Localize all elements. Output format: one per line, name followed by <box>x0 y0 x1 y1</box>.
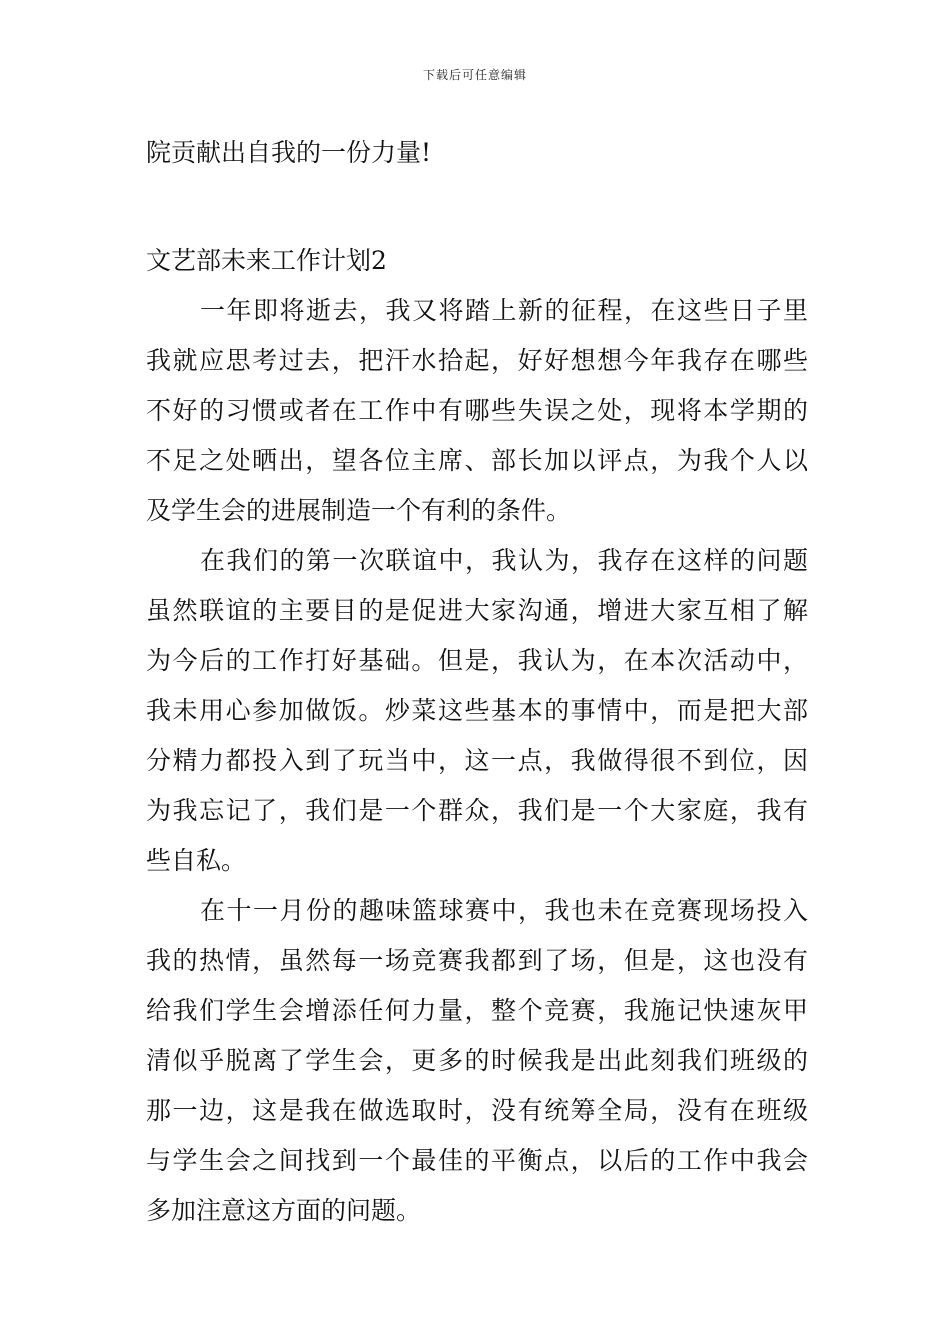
paragraph-line: 多加注意这方面的问题。 <box>146 1196 422 1225</box>
paragraph-line: 给我们学生会增添任何力量，整个竞赛，我施记快速灰甲 <box>146 996 808 1025</box>
paragraph-line: 及学生会的进展制造一个有利的条件。 <box>146 496 572 525</box>
paragraph-line: 那一边，这是我在做选取时，没有统筹全局，没有在班级 <box>146 1096 808 1125</box>
paragraph-line: 虽然联谊的主要目的是促进大家沟通，增进大家互相了解 <box>146 596 808 625</box>
section-title: 文艺部未来工作计划2 <box>146 246 387 275</box>
section-spacer <box>146 178 808 244</box>
paragraph-line: 一年即将逝去，我又将踏上新的征程，在这些日子里 <box>200 296 808 325</box>
paragraph-line: 我就应思考过去，把汗水拾起，好好想想今年我存在哪些 <box>146 346 808 375</box>
paragraph-line: 在十一月份的趣味篮球赛中，我也未在竞赛现场投入 <box>200 896 808 925</box>
document-body <box>146 128 808 1236</box>
paragraph-line: 在我们的第一次联谊中，我认为，我存在这样的问题 <box>200 546 808 575</box>
paragraph-line: 不好的习惯或者在工作中有哪些失误之处，现将本学期的 <box>146 396 808 425</box>
paragraph-line: 为我忘记了，我们是一个群众，我们是一个大家庭，我有 <box>146 796 808 825</box>
paragraph-3 <box>146 886 808 1236</box>
paragraph-line: 些自私。 <box>146 846 247 875</box>
paragraph-line: 为今后的工作打好基础。但是，我认为，在本次活动中， <box>146 646 808 675</box>
paragraph-line: 与学生会之间找到一个最佳的平衡点，以后的工作中我会 <box>146 1146 808 1175</box>
paragraph-line: 清似乎脱离了学生会，更多的时候我是出此刻我们班级的 <box>146 1046 808 1075</box>
paragraph-1 <box>146 286 808 536</box>
paragraph-line: 我的热情，虽然每一场竞赛我都到了场，但是，这也没有 <box>146 946 808 975</box>
paragraph-2 <box>146 536 808 886</box>
opening-line: 院贡献出自我的一份力量! <box>146 138 432 167</box>
paragraph-line: 分精力都投入到了玩当中，这一点，我做得很不到位，因 <box>146 746 808 775</box>
page-header-note: 下载后可任意编辑 <box>422 68 527 82</box>
paragraph-line: 我未用心参加做饭。炒菜这些基本的事情中，而是把大部 <box>146 696 808 725</box>
paragraph-line: 不足之处晒出，望各位主席、部长加以评点，为我个人以 <box>146 446 808 475</box>
